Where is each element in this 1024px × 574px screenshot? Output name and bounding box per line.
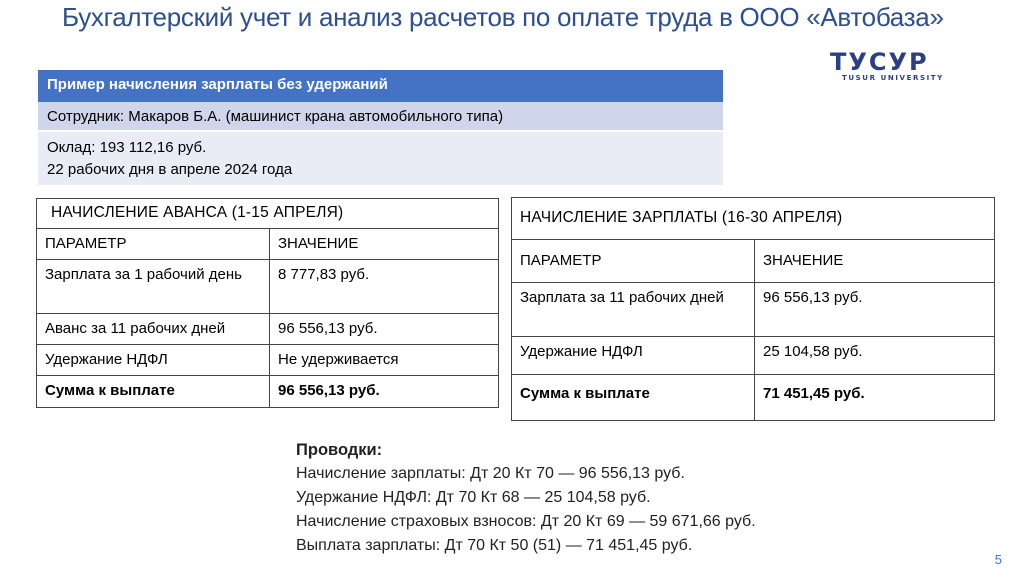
table-header-row xyxy=(37,229,499,260)
entries-heading: Проводки: xyxy=(296,441,383,459)
param-cell: Зарплата за 1 рабочий день xyxy=(37,260,270,314)
page-number: 5 xyxy=(994,552,1002,567)
param-cell: Зарплата за 11 рабочих дней xyxy=(512,283,755,337)
param-cell: Сумма к выплате xyxy=(37,376,270,408)
table-row xyxy=(37,345,499,376)
example-info-block xyxy=(38,70,723,185)
salary-amount: Оклад: 193 112,16 руб. xyxy=(47,139,207,156)
table-row xyxy=(37,314,499,345)
salary-table xyxy=(511,197,995,421)
employee-row: Сотрудник: Макаров Б.А. (машинист крана автомобильного типа) xyxy=(38,102,723,132)
column-header: ЗНАЧЕНИЕ xyxy=(755,240,995,283)
table-row xyxy=(512,283,995,337)
value-cell: Не удерживается xyxy=(270,345,499,376)
logo-main-text: ТУСУР xyxy=(830,48,929,76)
entry-line: Выплата зарплаты: Дт 70 Кт 50 (51) — 71 451,45 руб. xyxy=(296,537,693,554)
entry-line: Начисление страховых взносов: Дт 20 Кт 69 — 59 671,66 руб. xyxy=(296,513,756,530)
entry-line: Начисление зарплаты: Дт 20 Кт 70 — 96 556,13 руб. xyxy=(296,465,685,482)
table-row xyxy=(37,260,499,314)
table-row xyxy=(512,337,995,375)
column-header: ПАРАМЕТР xyxy=(512,240,755,283)
advance-table-caption: НАЧИСЛЕНИЕ АВАНСА (1-15 АПРЕЛЯ) xyxy=(37,199,499,229)
slide-title: Бухгалтерский учет и анализ расчетов по оплате труда в ООО «Автобаза» xyxy=(62,2,944,32)
value-cell: 8 777,83 руб. xyxy=(270,260,499,314)
entry-line: Удержание НДФЛ: Дт 70 Кт 68 — 25 104,58 руб. xyxy=(296,489,651,506)
column-header: ЗНАЧЕНИЕ xyxy=(270,229,499,260)
logo-sub-text: TUSUR UNIVERSITY xyxy=(842,74,944,82)
salary-table-caption: НАЧИСЛЕНИЕ ЗАРПЛАТЫ (16-30 АПРЕЛЯ) xyxy=(512,198,995,240)
value-cell: 96 556,13 руб. xyxy=(270,314,499,345)
value-cell: 25 104,58 руб. xyxy=(755,337,995,375)
table-header-row xyxy=(512,240,995,283)
table-row xyxy=(37,376,499,408)
tusur-logo xyxy=(830,50,956,82)
table-row xyxy=(512,375,995,421)
value-cell: 71 451,45 руб. xyxy=(755,375,995,421)
value-cell: 96 556,13 руб. xyxy=(270,376,499,408)
info-header: Пример начисления зарплаты без удержаний xyxy=(38,70,723,102)
param-cell: Удержание НДФЛ xyxy=(512,337,755,375)
param-cell: Аванс за 11 рабочих дней xyxy=(37,314,270,345)
column-header: ПАРАМЕТР xyxy=(37,229,270,260)
accounting-entries xyxy=(296,438,816,558)
salary-row xyxy=(38,132,723,185)
working-days: 22 рабочих дня в апреле 2024 года xyxy=(47,161,293,178)
param-cell: Сумма к выплате xyxy=(512,375,755,421)
value-cell: 96 556,13 руб. xyxy=(755,283,995,337)
param-cell: Удержание НДФЛ xyxy=(37,345,270,376)
table-caption-row xyxy=(37,199,499,229)
table-caption-row xyxy=(512,198,995,240)
advance-table xyxy=(36,198,499,408)
